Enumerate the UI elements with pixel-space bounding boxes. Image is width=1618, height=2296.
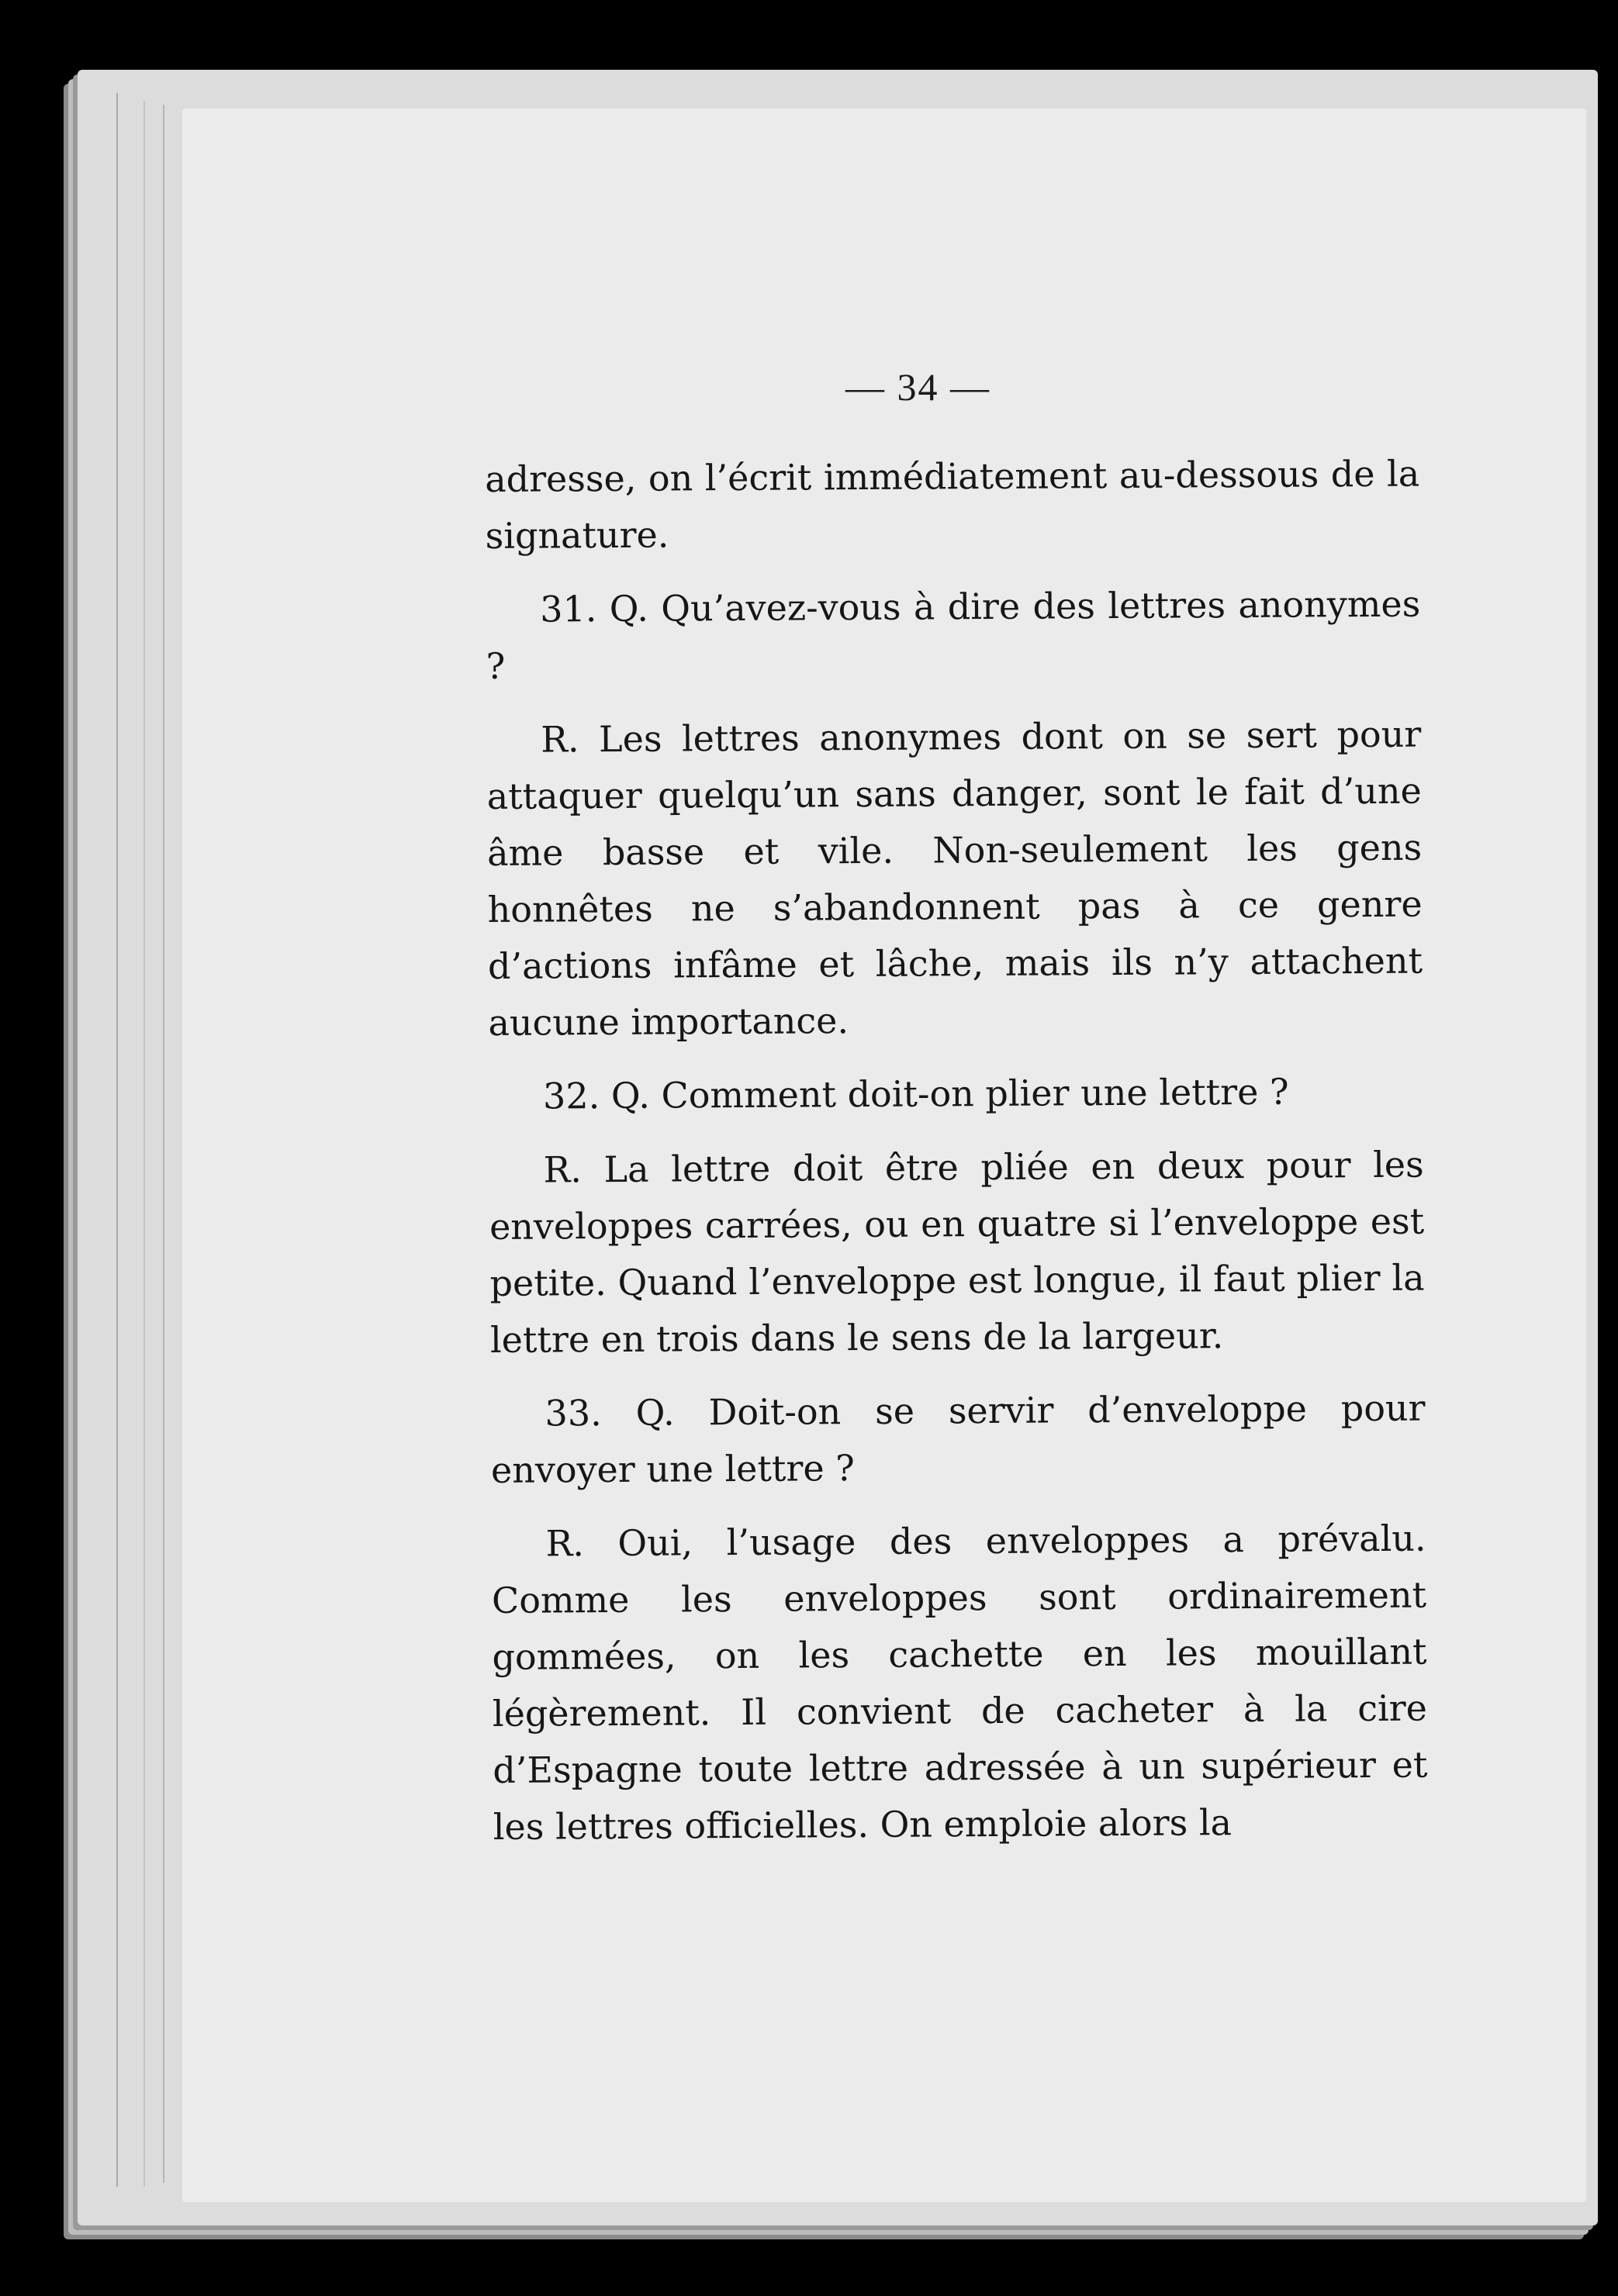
page-edge-line (116, 93, 118, 2187)
question-31: 31. Q. Qu’avez-vous à dire des lettres anonymes ? (486, 582, 1421, 687)
scan-background (0, 0, 78, 2296)
paragraph-continuation: adresse, on l’écrit immédiatement au-dessous de la signature. (485, 452, 1420, 557)
answer-32: R. La lettre doit être pliée en deux pour les enveloppes carrées, ou en quatre si l’enveloppe est petite. Quand l’enveloppe est longue, il faut plier la lettre en trois dans le sens de la largeur. (489, 1143, 1425, 1361)
answer-33: R. Oui, l’usage des enveloppes a prévalu. Comme les enveloppes sont ordinairement gommées, on les cachette en les mouillant légèrement. Il convient de cacheter à la cire d’Espagne toute lettre adressée à un supérieur et les lettres officielles. On emploie alors la (491, 1517, 1428, 1848)
page-edge-line (163, 105, 164, 2183)
body-text (485, 446, 1428, 1873)
page-edge-line (143, 101, 145, 2187)
answer-31: R. Les lettres anonymes dont on se sert pour attaquer quelqu’un sans danger, sont le fait d’une âme basse et vile. Non-seulement les gens honnêtes ne s’abandonnent pas à ce genre d’actions infâme et lâche, mais ils n’y attachent aucune importance. (486, 713, 1423, 1044)
question-32: 32. Q. Comment doit-on plier une lettre ? (542, 1070, 1289, 1117)
page-number: — 34 — (845, 365, 991, 409)
question-33: 33. Q. Doit-on se servir d’enveloppe pour envoyer une lettre ? (490, 1386, 1426, 1491)
